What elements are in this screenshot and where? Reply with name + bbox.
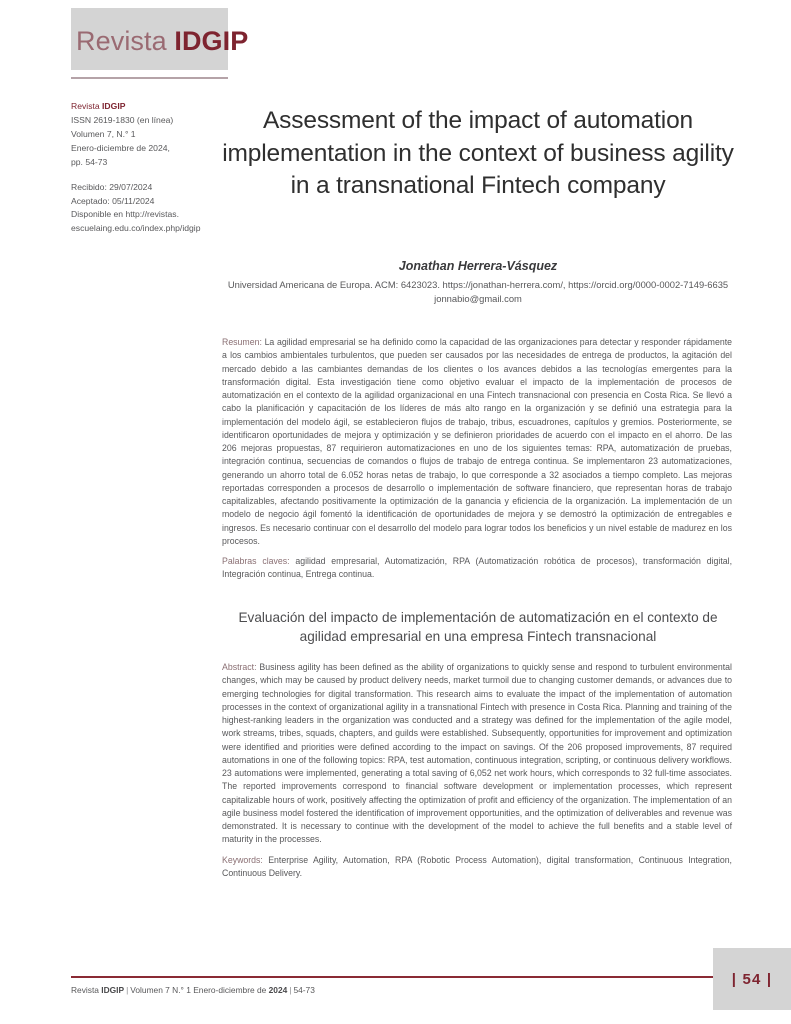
keywords-spanish-paragraph (222, 555, 732, 582)
sidebar-period: Enero-diciembre de 2024, (71, 142, 170, 153)
page-number: | 54 | (731, 970, 773, 988)
subtitle-block (222, 608, 734, 647)
abstract-english (222, 661, 732, 880)
keywords-english-label: Keywords: (222, 854, 263, 865)
keywords-english-body: Enterprise Agility, Automation, RPA (Robotic Process Automation), digital transformation, Continuous Integration, Continuous Delivery. (222, 854, 732, 878)
abstract-english-label: Abstract: (222, 662, 257, 672)
sidebar-received-date: Recibido: 29/07/2024 (71, 181, 153, 192)
sidebar-availability-line-1: Disponible en http://revistas. (71, 209, 179, 220)
sidebar-volume: Volumen 7, N.° 1 (71, 128, 136, 139)
article-title-english: Assessment of the impact of automation implementation in the context of business agility in a transnational Fintech company (222, 107, 734, 200)
submission-dates-block (71, 181, 221, 237)
sidebar-journal-word-revista: Revista (71, 101, 103, 111)
footer-journal-word-revista: Revista (71, 985, 102, 995)
footer-separator-1: | (126, 985, 129, 995)
footer-citation (71, 984, 315, 997)
abstract-english-body: Business agility has been defined as the ability of organizations to quickly sense and respond to turbulent environmental changes, which may be caused by product delivery needs, market turmoil due to changing customer demands, or advances due to emerging technologies for digital transformation. This research aims to evaluate the impact of the implementation of automation processes in the context of organizational agility in a transnational Fintech with presence in Costa Rica. Planning and training of the highest-ranking leaders in the organization was conducted and a strategy was defined for the implementation of the agile model, work streams, tribes, squads, chapters, and guilds were established. Subsequently, opportunities for improvement and optimization were identified and priorities were defined according to the impact on savings. Of the 206 proposed improvements, 87 required automations in one of the following topics: RPA, test automation, continuous integration, scripting, or continuous delivery workflows. 23 automations were implemented, generating a total saving of 6,052 net work hours, which corresponds to 32 full-time associates. The reported improvements correspond to financial software development or implementation processes, which represent capitalizable hours of work, positively affecting the optimization of profit and efficiency of the organization. The implementation of an agile business model fostered the identification of improvement opportunities, and the optimization of deliverables and revenue was demonstrated. It is necessary to continue with the development of the model to achieve the full benefits and a stable level of maturity in the processes. (222, 662, 732, 845)
abstract-spanish-paragraph (222, 336, 732, 548)
sidebar-journal-word-idgip: IDGIP (102, 101, 126, 111)
keywords-spanish-body: agilidad empresarial, Automatización, RPA (Automatización robótica de procesos), transformación digital, Integración continua, Entrega continua. (222, 556, 732, 580)
author-email: jonnabio@gmail.com (434, 292, 522, 304)
footer-year: 2024 (268, 985, 288, 995)
title-block (222, 105, 734, 203)
sidebar-pages: pp. 54-73 (71, 156, 108, 167)
author-affiliation: Universidad Americana de Europa. ACM: 6423023. https://jonathan-herrera.com/, https://orcid.org/0000-0002-7149-6635 (227, 278, 729, 290)
abstract-spanish (222, 336, 732, 582)
masthead-word-idgip: IDGIP (174, 26, 249, 56)
sidebar-accepted-date: Aceptado: 05/11/2024 (71, 195, 155, 206)
abstract-english-paragraph (222, 661, 732, 847)
footer-journal-word-idgip: IDGIP (101, 985, 125, 995)
article-title-spanish: Evaluación del impacto de implementación de automatización en el contexto de agilidad empresarial en una empresa Fintech transnacional (238, 610, 718, 645)
abstract-spanish-label: Resumen: (222, 337, 262, 347)
sidebar-availability-line-2: escuelaing.edu.co/index.php/idgip (71, 223, 201, 234)
author-block (222, 258, 734, 306)
keywords-spanish-label: Palabras claves: (222, 556, 290, 566)
masthead-word-revista: Revista (76, 26, 175, 56)
journal-identity-block (71, 100, 221, 170)
abstract-spanish-body: La agilidad empresarial se ha definido como la capacidad de las organizaciones para detectar y responder rápidamente a los cambios ambientales turbulentos, que pueden ser causados por las necesidades de entrega de productos, la agitación del mercado debido a las cambiantes demandas de los clientes o los avances debidos a las tecnologías emergentes para la transformación digital. Esta investigación tiene como objetivo evaluar el impacto de la implementación de procesos de automatización en el contexto de la agilidad organizacional en una Fintech transnacional con presencia en Costa Rica. Se llevó a cabo la planificación y capacitación de los líderes de más alto rango en la organización y se definió una estrategia para la implementación del modelo ágil, se establecieron flujos de trabajo, tribus, escuadrones, capítulos y gremios. Posteriormente, se identificaron oportunidades de mejora y optimización y se definieron prioridades de acuerdo con el impacto en el ahorro. De las 206 mejoras propuestas, 87 requirieron automatizaciones en uno de los siguientes temas: RPA, automatización de pruebas, integración continua, secuencias de comandos o flujos de trabajo de entrega continua. Se implementaron 23 automatizaciones, generando un ahorro total de 6.052 horas netas de trabajo, lo que corresponde a 32 asociados a tiempo completo. Las mejoras reportadas corresponden a procesos de desarrollo o implementación de software financiero, que representan horas de trabajo capitalizables, afectando positivamente la optimización de la ganancia y eficiencia de la organización. La implementación de un modelo de negocio ágil fomentó la identificación de oportunidades de mejora y se demostró la optimización de entregables e ingresos. Es necesario continuar con el desarrollo del modelo para lograr todos los beneficios y un nivel estable de madurez en los procesos. (222, 337, 732, 546)
footer-rule (71, 976, 724, 978)
masthead-rule (71, 77, 228, 79)
footer-separator-2: | (289, 985, 292, 995)
sidebar-issn: ISSN 2619-1830 (en línea) (71, 114, 174, 125)
journal-metadata-sidebar (71, 100, 221, 247)
footer-volume: Volumen 7 N.° 1 Enero-diciembre de (130, 985, 269, 995)
masthead-title (76, 28, 248, 55)
sidebar-journal-name (71, 100, 221, 114)
footer-pages: 54-73 (293, 985, 315, 995)
author-name: Jonathan Herrera-Vásquez (398, 259, 558, 273)
keywords-english-paragraph (222, 854, 732, 881)
